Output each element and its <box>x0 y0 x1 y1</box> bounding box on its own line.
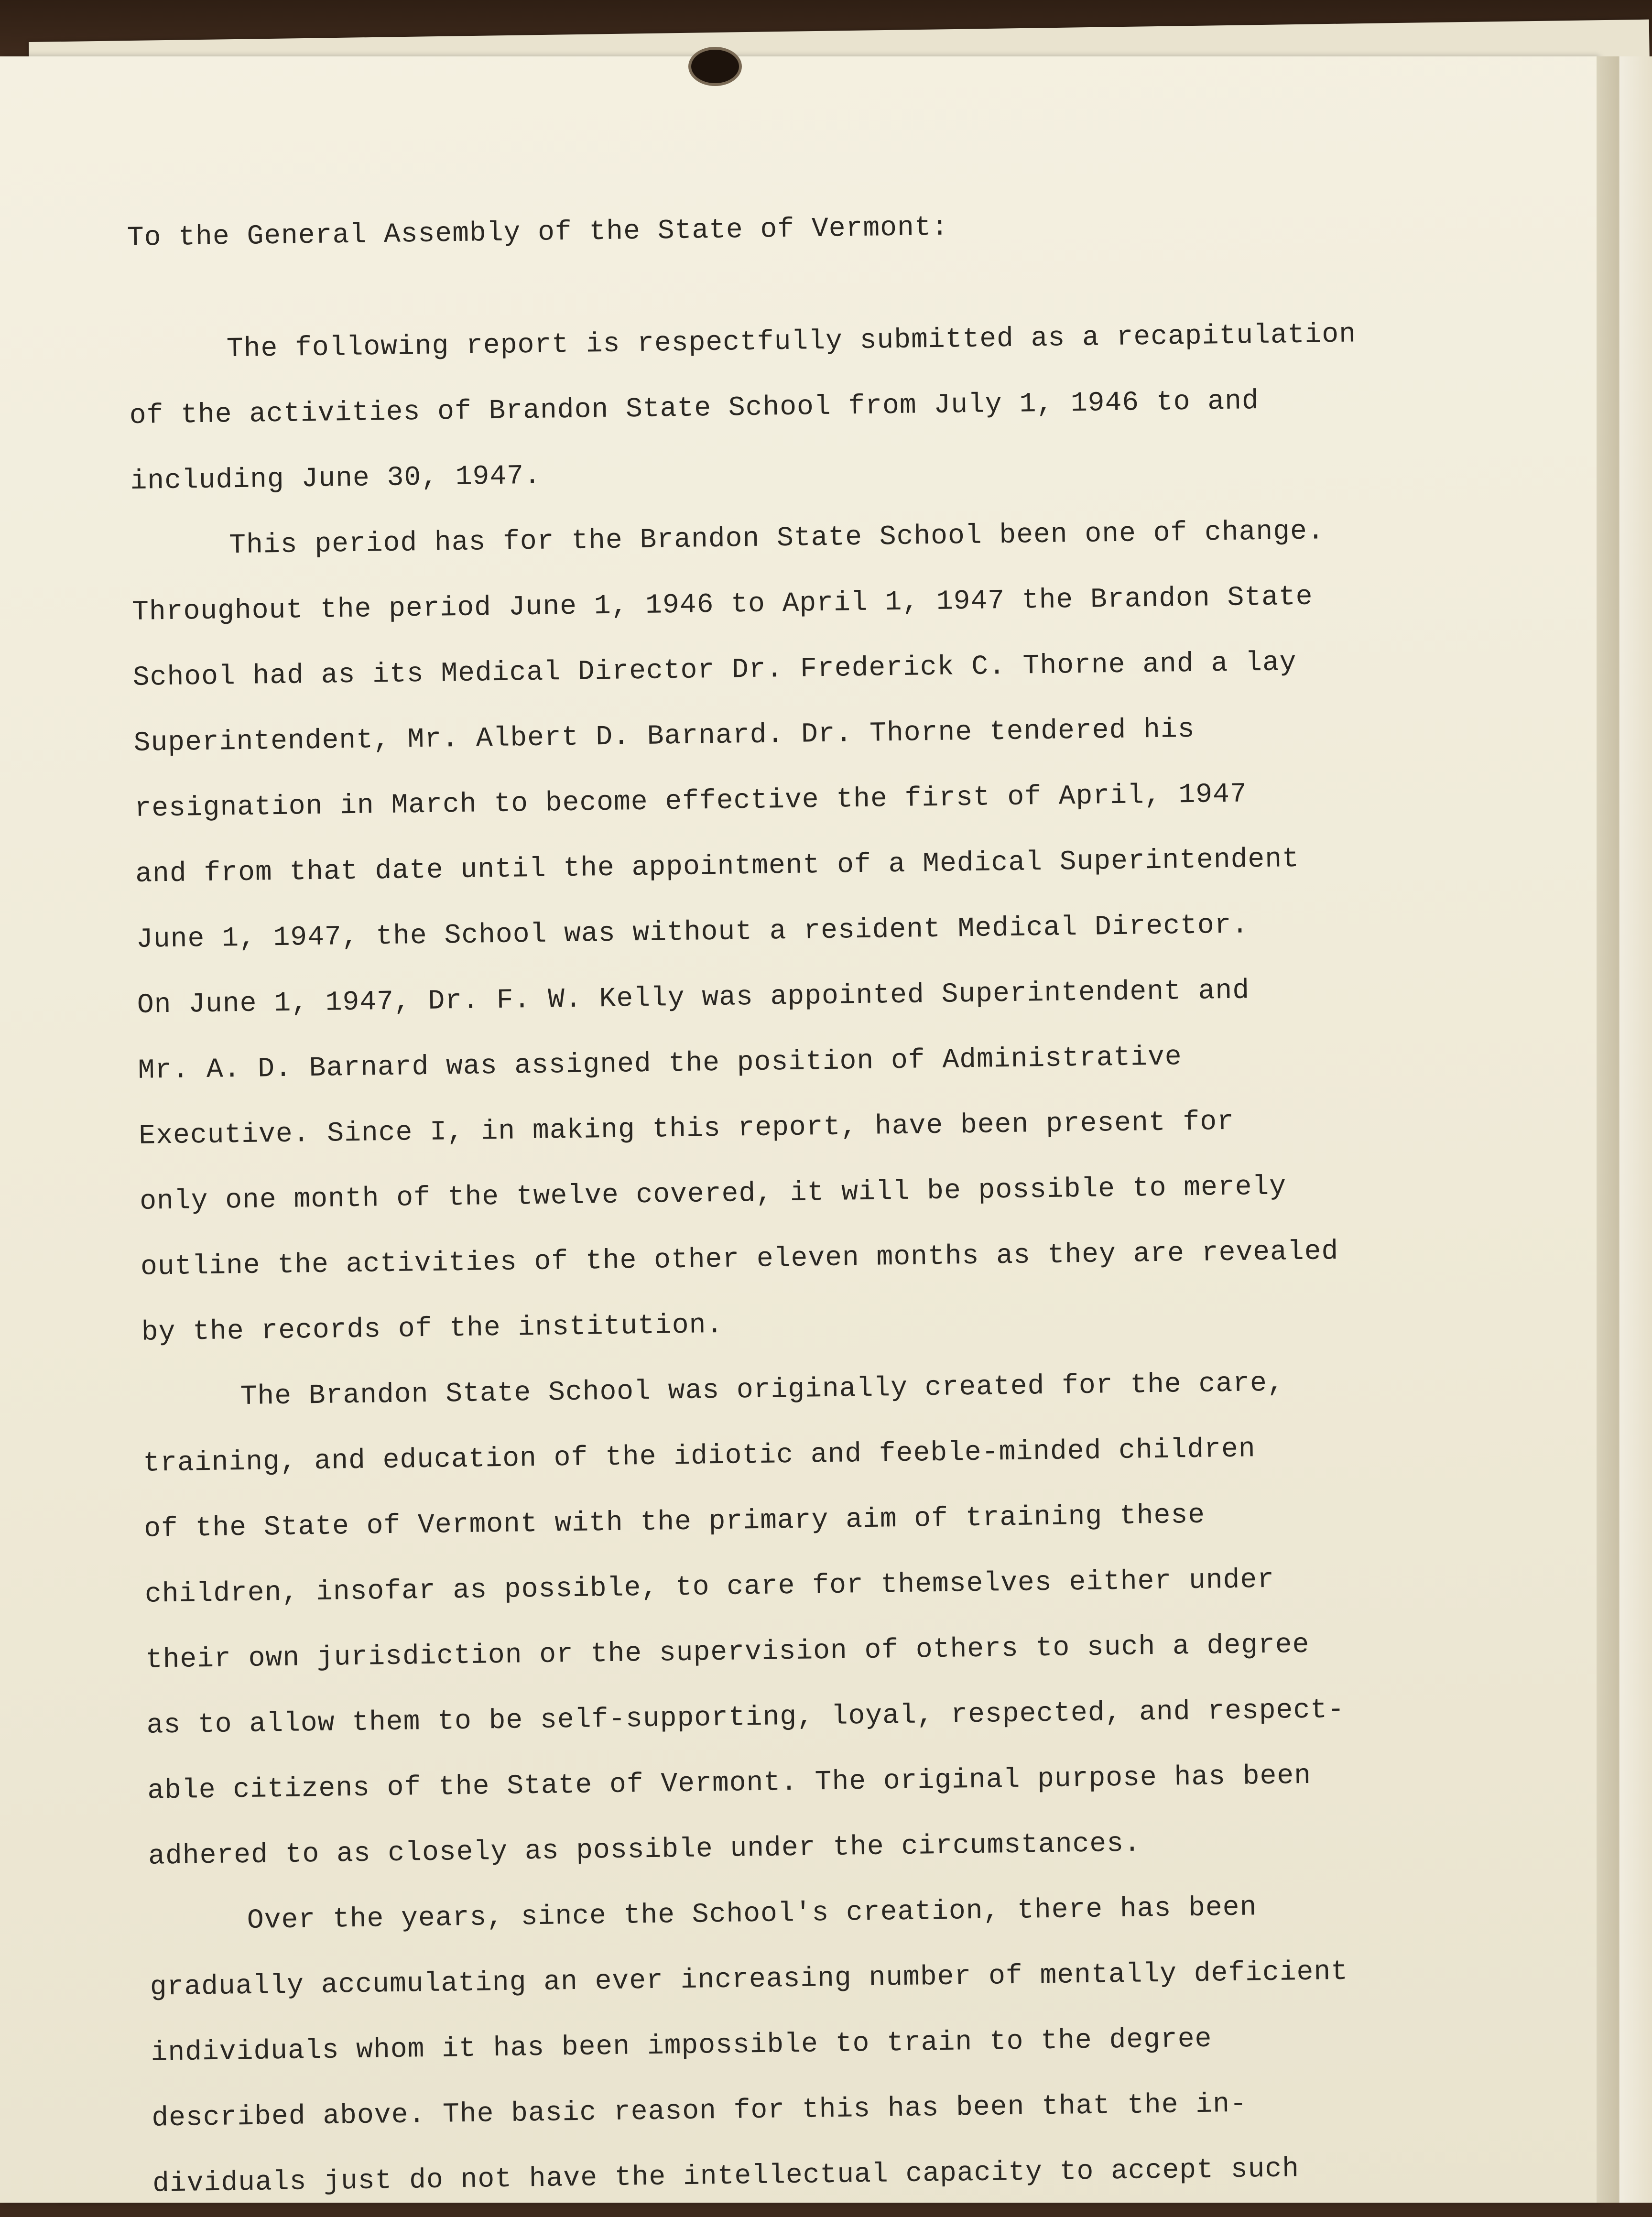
text-line: resignation in March to become effective the first of April, 1947 <box>134 779 1248 825</box>
text-line: adhered to as closely as possible under the circumstances. <box>148 1828 1141 1872</box>
text-line: of the State of Vermont with the primary aim of training these <box>143 1500 1206 1545</box>
text-line: School had as its Medical Director Dr. Frederick C. Thorne and a lay <box>132 647 1297 694</box>
text-line: Superintendent, Mr. Albert D. Barnard. Dr. Thorne tendered his <box>133 714 1195 759</box>
text-line: Over the years, since the School's creation, there has been <box>247 1892 1257 1937</box>
text-line: and from that date until the appointment of a Medical Superintendent <box>135 844 1300 890</box>
page-edge <box>1597 56 1652 2203</box>
text-line: Throughout the period June 1, 1946 to April 1, 1947 the Brandon State <box>131 581 1313 628</box>
text-line: described above. The basic reason for this has been that the in- <box>151 2088 1248 2134</box>
text-line: individuals whom it has been impossible to train to the degree <box>151 2023 1212 2069</box>
text-line: Mr. A. D. Barnard was assigned the position of Administrative <box>138 1042 1183 1087</box>
paragraph-accumulation <box>149 1871 1539 2217</box>
text-line: June 1, 1947, the School was without a resident Medical Director. <box>136 910 1249 956</box>
binder-hole-icon <box>688 47 742 86</box>
text-line: able citizens of the State of Vermont. The original purpose has been <box>147 1760 1312 1807</box>
text-line: On June 1, 1947, Dr. F. W. Kelly was appointed Superintendent and <box>137 975 1250 1021</box>
text-line: outline the activities of the other eleven months as they are revealed <box>140 1236 1339 1283</box>
text-line: their own jurisdiction or the supervision of others to such a degree <box>145 1629 1310 1676</box>
paragraph-period-of-change <box>130 496 1528 1366</box>
text-line: gradually accumulating an ever increasing number of mentally deficient <box>150 1956 1348 2003</box>
text-line: The Brandon State School was originally created for the care, <box>240 1368 1285 1413</box>
text-line: Executive. Since I, in making this report, have been present for <box>139 1106 1235 1152</box>
text-line: only one month of the twelve covered, it will be possible to merely <box>139 1171 1287 1217</box>
text-line: The following report is respectfully submitted as a recapitulation <box>226 319 1357 365</box>
paragraph-intro <box>128 300 1517 514</box>
paragraph-original-purpose <box>142 1348 1535 1890</box>
text-line: by the records of the institution. <box>141 1309 724 1348</box>
text-line: dividuals just do not have the intellectual capacity to accept such <box>152 2153 1300 2200</box>
typed-letter <box>127 187 1539 2217</box>
salutation: To the General Assembly of the State of Vermont: <box>127 212 949 254</box>
text-line: of the activities of Brandon State School from July 1, 1946 to and <box>129 386 1260 432</box>
text-line: as to allow them to be self-supporting, loyal, respected, and respect- <box>146 1694 1345 1741</box>
text-line: This period has for the Brandon State School been one of change. <box>228 516 1325 562</box>
text-line: including June 30, 1947. <box>130 460 542 497</box>
text-line: training, and education of the idiotic and feeble-minded children <box>143 1434 1256 1479</box>
text-line: children, insofar as possible, to care for themselves either under <box>144 1564 1275 1610</box>
